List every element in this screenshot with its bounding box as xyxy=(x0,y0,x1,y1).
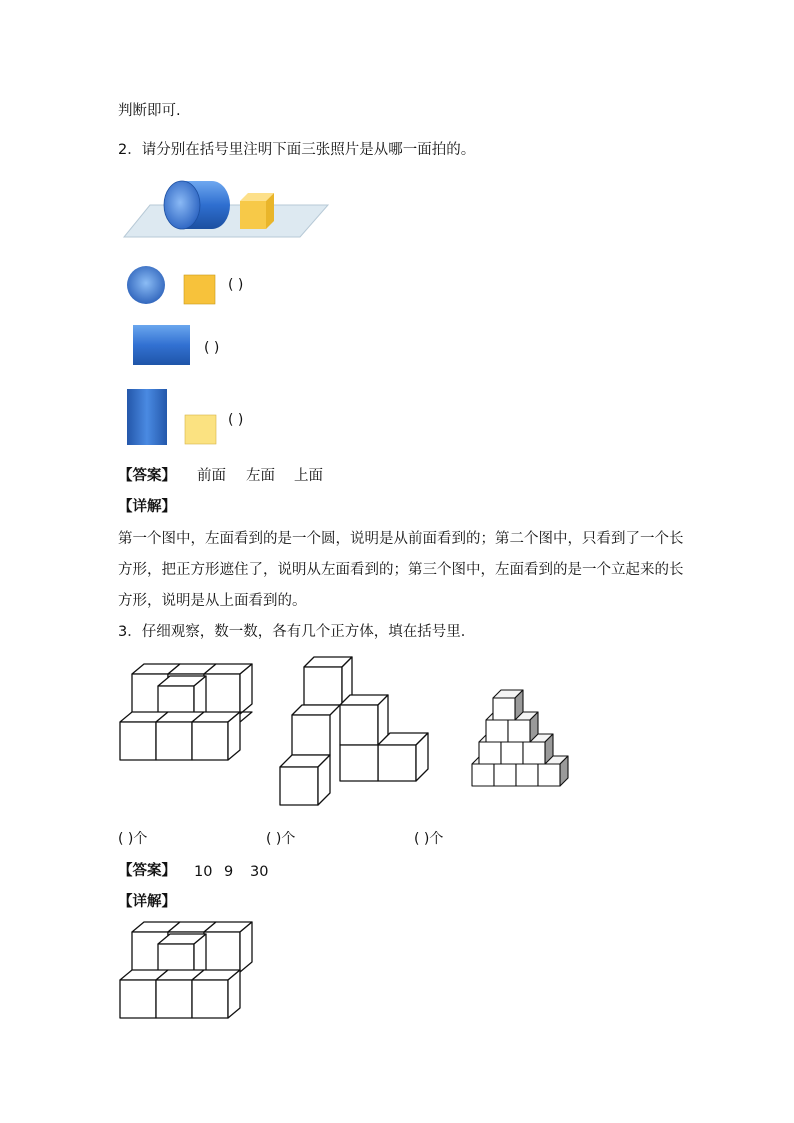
pyramid-cube-face xyxy=(508,720,530,742)
q2-title: 2．请分别在括号里注明下面三张照片是从哪一面拍的。 xyxy=(118,142,476,158)
q3-answer-2: 9 xyxy=(224,864,234,880)
square-shape-light xyxy=(185,415,216,444)
pyramid-cube-face xyxy=(486,720,508,742)
q2-answer-2: 左面 xyxy=(246,468,275,484)
view-top-rectangle-square xyxy=(127,389,227,447)
cube-figure-1 xyxy=(118,660,258,765)
q2-explanation-line-1: 第一个图中，左面看到的是一个圆，说明是从前面看到的；第二个图中，只看到了一个长 xyxy=(118,531,684,547)
cube-figure-3 xyxy=(468,656,598,791)
circle-shape xyxy=(127,266,165,304)
q2-blank-2[interactable]: ( ) xyxy=(204,340,220,356)
pyramid-cube-face xyxy=(479,742,501,764)
view-left-rectangle xyxy=(133,325,193,367)
rectangle-shape xyxy=(133,325,190,365)
pyramid-cube-face xyxy=(472,764,494,786)
q2-answer-label: 【答案】 xyxy=(118,468,176,484)
cube-figure-2 xyxy=(278,655,433,810)
q2-explanation-line-2: 方形，把正方形遮住了，说明从左面看到的；第三个图中，左面看到的是一个立起来的长 xyxy=(118,562,684,578)
q2-answer-1: 前面 xyxy=(197,468,226,484)
q2-blank-3[interactable]: ( ) xyxy=(228,412,244,428)
q2-explanation-line-3: 方形，说明是从上面看到的。 xyxy=(118,593,307,609)
q3-detail-label: 【详解】 xyxy=(118,894,176,910)
q3-answer-label: 【答案】 xyxy=(118,863,176,879)
pyramid-cube-face xyxy=(523,742,545,764)
intro-tail: 判断即可. xyxy=(118,103,181,119)
pyramid-cube-face xyxy=(516,764,538,786)
q3-title: 3．仔细观察，数一数，各有几个正方体，填在括号里． xyxy=(118,624,476,640)
cylinder-cap xyxy=(164,181,200,229)
fig1-front-row xyxy=(120,712,252,760)
q2-answer-3: 上面 xyxy=(294,468,323,484)
q2-detail-label: 【详解】 xyxy=(118,499,176,515)
q3-blank-1[interactable]: ( )个 xyxy=(118,831,148,847)
pyramid-cube-face xyxy=(501,742,523,764)
vertical-rectangle-shape xyxy=(127,389,167,445)
q2-blank-1[interactable]: ( ) xyxy=(228,277,244,293)
q3-answer-1: 10 xyxy=(194,864,213,880)
q2-scene-illustration xyxy=(120,175,330,245)
q3-blank-2[interactable]: ( )个 xyxy=(266,831,296,847)
q3-answer-3: 30 xyxy=(250,864,269,880)
pyramid-cube-face xyxy=(494,764,516,786)
view-front-circle-square xyxy=(126,266,226,306)
pyramid-cube-face xyxy=(538,764,560,786)
cube-figure-1-detail xyxy=(118,918,258,1023)
q3-blank-3[interactable]: ( )个 xyxy=(414,831,444,847)
pyramid-cube-face xyxy=(493,698,515,720)
cube-front xyxy=(240,201,266,229)
square-shape xyxy=(184,275,215,304)
